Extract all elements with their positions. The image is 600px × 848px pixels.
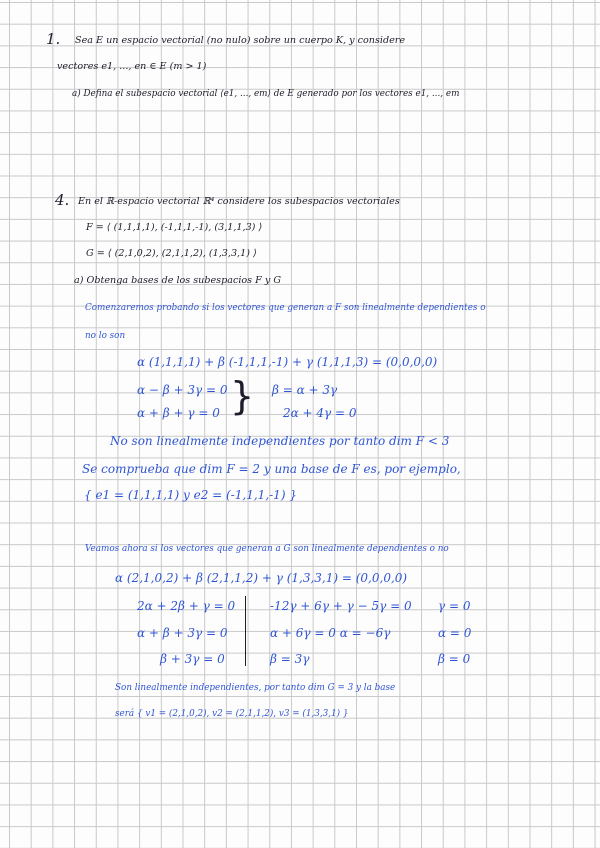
G-linear-combination-equation: α (2,1,0,2) + β (2,1,1,2) + γ (1,3,3,1) = (0,0,0,0) — [115, 571, 408, 585]
exercise-4-part-a: a) Obtenga bases de los subespacios F y G — [74, 275, 281, 286]
F-system-brace: } — [230, 374, 255, 418]
F-basis: { e1 = (1,1,1,1) y e2 = (-1,1,1,-1) } — [84, 488, 297, 502]
G-basis: será { v1 = (2,1,0,2), v2 = (2,1,1,2), v3 = (1,3,3,1) } — [115, 709, 349, 719]
F-dimension-statement: Se comprueba que dim F = 2 y una base de F es, por ejemplo, — [82, 462, 461, 476]
exercise-1-number: 1. — [46, 30, 61, 48]
F-reduced-equation-1: β = α + 3γ — [272, 383, 338, 397]
F-system-equation-2: α + β + γ = 0 — [137, 406, 220, 420]
solution-G-intro: Veamos ahora si los vectores que generan a G son linealmente dependientes o no — [85, 544, 449, 554]
F-conclusion: No son linealmente independientes por tanto dim F < 3 — [110, 434, 450, 448]
F-linear-combination-equation: α (1,1,1,1) + β (-1,1,1,-1) + γ (1,1,1,3) = (0,0,0,0) — [137, 355, 438, 369]
subspace-G-definition: G = ⟨ (2,1,0,2), (2,1,1,2), (1,3,3,1) ⟩ — [86, 248, 257, 259]
G-reduced-equation-1: -12γ + 6γ + γ − 5γ = 0 — [270, 599, 412, 613]
G-result-beta: β = 0 — [438, 652, 471, 666]
exercise-4-number: 4. — [55, 191, 70, 209]
G-conclusion: Son linealmente independientes, por tanto dim G = 3 y la base — [115, 683, 396, 693]
solution-F-intro-line-1: Comenzaremos probando si los vectores que generan a F son linealmente dependientes o — [85, 303, 486, 313]
G-system-equation-2: α + β + 3γ = 0 — [137, 626, 228, 640]
solution-F-intro-line-2: no lo son — [85, 331, 126, 341]
exercise-1-line-1: Sea E un espacio vectorial (no nulo) sobre un cuerpo K, y considere — [75, 35, 406, 46]
exercise-1-line-2: vectores e1, ..., en ∈ E (m > 1) — [57, 61, 207, 72]
G-reduced-equation-3: β = 3γ — [270, 652, 310, 666]
G-system-divider-1 — [245, 596, 246, 666]
G-reduced-equation-2: α + 6γ = 0 α = −6γ — [270, 626, 391, 640]
G-result-gamma: γ = 0 — [438, 599, 471, 613]
exercise-4-intro: En el ℝ-espacio vectorial ℝ⁴ considere los subespacios vectoriales — [78, 196, 400, 207]
F-system-equation-1: α − β + 3γ = 0 — [137, 383, 228, 397]
F-reduced-equation-2: 2α + 4γ = 0 — [283, 406, 357, 420]
exercise-1-part-a: a) Defina el subespacio vectorial ⟨e1, ..., em⟩ de E generado por los vectores e1, ..., em — [72, 89, 460, 99]
G-result-alpha: α = 0 — [438, 626, 472, 640]
G-system-equation-1: 2α + 2β + γ = 0 — [137, 599, 236, 613]
subspace-F-definition: F = ⟨ (1,1,1,1), (-1,1,1,-1), (3,1,1,3) ⟩ — [86, 222, 263, 233]
G-system-equation-3: β + 3γ = 0 — [160, 652, 225, 666]
